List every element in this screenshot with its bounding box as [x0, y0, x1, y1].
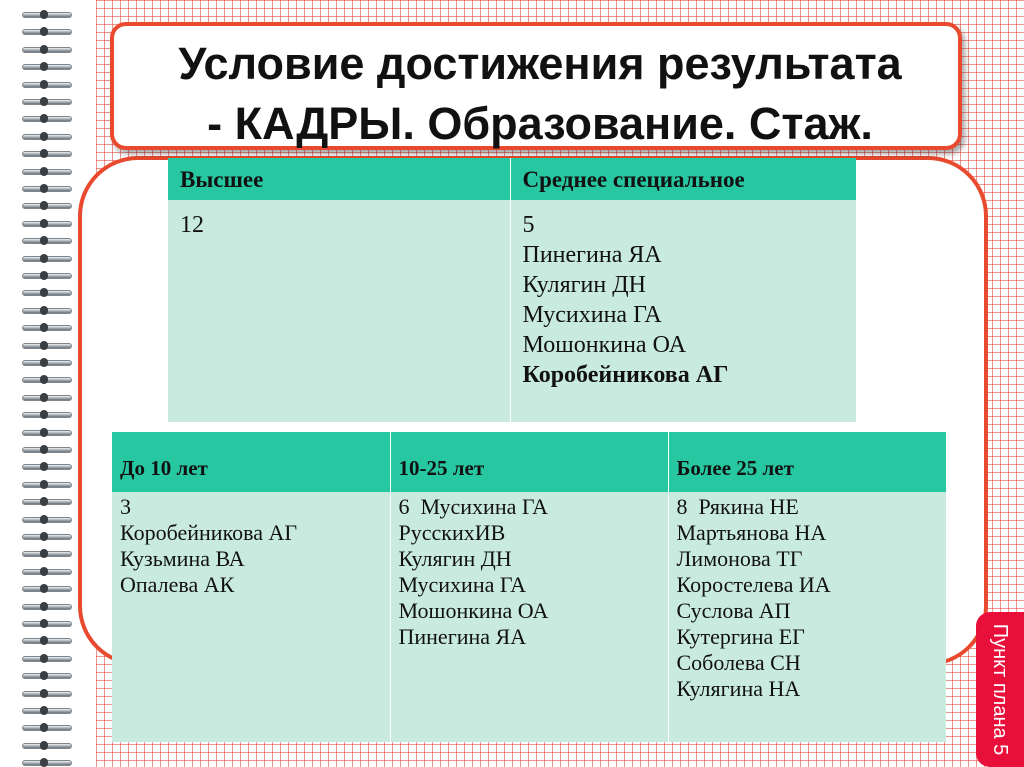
- ring-hole: [40, 236, 48, 245]
- education-table: [168, 158, 856, 422]
- slide-title: [114, 34, 966, 154]
- ring-hole: [40, 219, 48, 228]
- list-item: Пинегина ЯА: [522, 242, 662, 268]
- ring-hole: [40, 132, 48, 141]
- secondary-count: 5: [522, 212, 535, 238]
- header-10-25: 10-25 лет: [390, 432, 668, 492]
- ring-hole: [40, 689, 48, 698]
- binding-ring: [22, 549, 72, 558]
- binding-ring: [22, 114, 72, 123]
- list-item: Соболева СН: [676, 650, 801, 675]
- ring-hole: [40, 462, 48, 471]
- list-item: Коробейникова АГ: [120, 520, 298, 545]
- list-item: Суслова АП: [676, 598, 791, 623]
- list-item: Кулягин ДН: [522, 272, 646, 298]
- list-item: Мусихина ГА: [398, 572, 527, 597]
- binding-ring: [22, 497, 72, 506]
- binding-ring: [22, 358, 72, 367]
- binding-ring: [22, 410, 72, 419]
- range-10-25-first-line: 6 Мусихина ГА: [398, 494, 549, 519]
- header-over-25: Более 25 лет: [668, 432, 946, 492]
- list-item: Кулягин ДН: [398, 546, 512, 571]
- binding-ring: [22, 393, 72, 402]
- list-item: Мошонкина ОА: [522, 332, 687, 358]
- experience-header-row: [112, 432, 946, 492]
- ring-hole: [40, 341, 48, 350]
- binding-ring: [22, 723, 72, 732]
- header-higher: Высшее: [168, 158, 510, 200]
- list-item-bold: Коробейникова АГ: [522, 362, 729, 388]
- binding-ring: [22, 271, 72, 280]
- binding-ring: [22, 306, 72, 315]
- ring-hole: [40, 62, 48, 71]
- binding-ring: [22, 201, 72, 210]
- ring-hole: [40, 515, 48, 524]
- ring-hole: [40, 323, 48, 332]
- ring-hole: [40, 184, 48, 193]
- binding-ring: [22, 219, 72, 228]
- education-header-row: [168, 158, 856, 200]
- list-item: Коростелева ИА: [676, 572, 831, 597]
- ring-hole: [40, 306, 48, 315]
- ring-hole: [40, 393, 48, 402]
- list-item: Опалева АК: [120, 572, 235, 597]
- binding-ring: [22, 254, 72, 263]
- ring-hole: [40, 480, 48, 489]
- ring-hole: [40, 532, 48, 541]
- binding-ring: [22, 671, 72, 680]
- binding-ring: [22, 97, 72, 106]
- title-line-2: - КАДРЫ. Образование. Стаж.: [207, 98, 873, 149]
- binding-ring: [22, 584, 72, 593]
- list-item: Мартьянова НА: [676, 520, 827, 545]
- binding-ring: [22, 10, 72, 19]
- binding-ring: [22, 619, 72, 628]
- list-item: Кутергина ЕГ: [676, 624, 805, 649]
- binding-ring: [22, 236, 72, 245]
- title-frame: [110, 22, 962, 150]
- ring-hole: [40, 671, 48, 680]
- ring-hole: [40, 167, 48, 176]
- ring-hole: [40, 428, 48, 437]
- ring-hole: [40, 254, 48, 263]
- ring-hole: [40, 549, 48, 558]
- binding-ring: [22, 567, 72, 576]
- binding-ring: [22, 184, 72, 193]
- binding-ring: [22, 515, 72, 524]
- binding-ring: [22, 80, 72, 89]
- ring-hole: [40, 654, 48, 663]
- plan-item-label: Пункт плана 5: [989, 623, 1011, 756]
- higher-count: 12: [180, 212, 204, 238]
- over-25-first-line: 8 Рякина НЕ: [676, 494, 799, 519]
- binding-ring: [22, 375, 72, 384]
- binding-ring: [22, 654, 72, 663]
- binding-ring: [22, 445, 72, 454]
- ring-hole: [40, 706, 48, 715]
- under-10-count: 3: [120, 494, 131, 519]
- ring-hole: [40, 619, 48, 628]
- binding-ring: [22, 167, 72, 176]
- ring-hole: [40, 45, 48, 54]
- list-item: Мусихина ГА: [522, 302, 662, 328]
- plan-item-tab[interactable]: [976, 612, 1024, 767]
- ring-hole: [40, 288, 48, 297]
- ring-hole: [40, 497, 48, 506]
- ring-hole: [40, 375, 48, 384]
- binding-ring: [22, 149, 72, 158]
- header-secondary: Среднее специальное: [510, 158, 856, 200]
- ring-hole: [40, 602, 48, 611]
- ring-hole: [40, 584, 48, 593]
- ring-hole: [40, 201, 48, 210]
- ring-hole: [40, 80, 48, 89]
- binding-ring: [22, 636, 72, 645]
- binding-ring: [22, 323, 72, 332]
- binding-ring: [22, 27, 72, 36]
- cell-10-25: [390, 492, 668, 742]
- title-line-1: Условие достижения результата: [178, 38, 902, 89]
- list-item: Кулягина НА: [676, 676, 801, 701]
- binding-ring: [22, 602, 72, 611]
- cell-secondary: [510, 200, 856, 422]
- binding-ring: [22, 45, 72, 54]
- binding-ring: [22, 132, 72, 141]
- ring-hole: [40, 741, 48, 750]
- list-item: Лимонова ТГ: [676, 546, 803, 571]
- cell-under-10: [112, 492, 390, 742]
- ring-hole: [40, 271, 48, 280]
- binding-ring: [22, 480, 72, 489]
- binding-ring: [22, 532, 72, 541]
- cell-over-25: [668, 492, 946, 742]
- ring-hole: [40, 758, 48, 767]
- experience-table: [112, 432, 946, 742]
- ring-hole: [40, 358, 48, 367]
- binding-ring: [22, 462, 72, 471]
- binding-ring: [22, 62, 72, 71]
- ring-hole: [40, 149, 48, 158]
- experience-body-row: [112, 492, 946, 742]
- binding-ring: [22, 428, 72, 437]
- header-under-10: До 10 лет: [112, 432, 390, 492]
- cell-higher: [168, 200, 510, 422]
- list-item: Мошонкина ОА: [398, 598, 549, 623]
- binding-ring: [22, 706, 72, 715]
- list-item: Кузьмина ВА: [120, 546, 245, 571]
- education-body-row: [168, 200, 856, 422]
- ring-hole: [40, 445, 48, 454]
- ring-hole: [40, 97, 48, 106]
- list-item: РусскихИВ: [398, 520, 506, 545]
- binding-ring: [22, 341, 72, 350]
- binding-ring: [22, 741, 72, 750]
- ring-hole: [40, 114, 48, 123]
- ring-hole: [40, 636, 48, 645]
- ring-hole: [40, 10, 48, 19]
- ring-hole: [40, 567, 48, 576]
- list-item: Пинегина ЯА: [398, 624, 527, 649]
- ring-hole: [40, 723, 48, 732]
- binding-ring: [22, 689, 72, 698]
- ring-hole: [40, 27, 48, 36]
- ring-hole: [40, 410, 48, 419]
- binding-ring: [22, 758, 72, 767]
- binding-ring: [22, 288, 72, 297]
